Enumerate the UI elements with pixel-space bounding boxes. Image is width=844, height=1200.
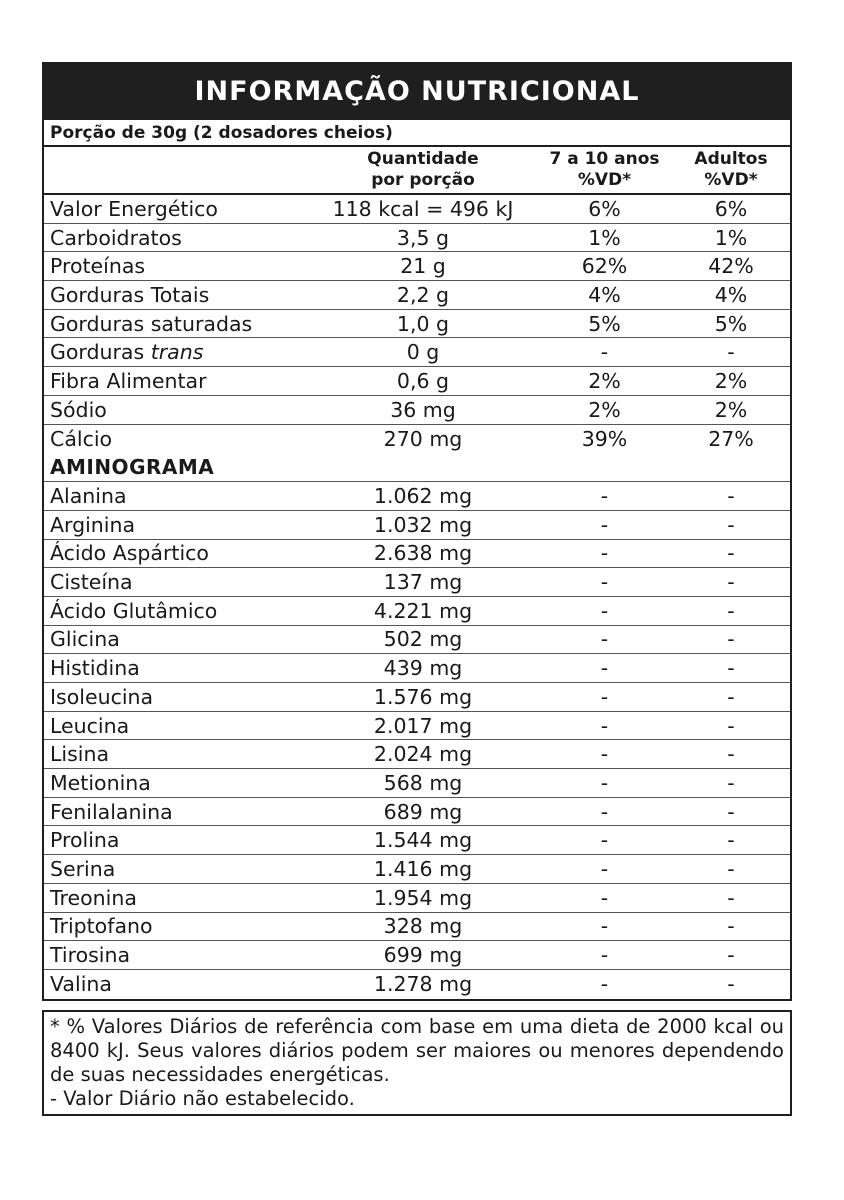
row-name bbox=[44, 800, 309, 824]
row-quantity: 328 mg bbox=[383, 914, 463, 939]
row-quantity: 1.062 mg bbox=[373, 484, 473, 509]
row-name-text: Histidina bbox=[50, 656, 140, 681]
row-name bbox=[44, 742, 309, 766]
row-quantity: 1.416 mg bbox=[373, 856, 473, 881]
row-kids-vd: - bbox=[600, 885, 609, 910]
amino-row bbox=[44, 913, 790, 942]
aminogram-title: AMINOGRAMA bbox=[44, 453, 790, 482]
row-kids-vd: - bbox=[600, 512, 609, 537]
row-adults-vd: 4% bbox=[714, 282, 748, 307]
label-title: INFORMAÇÃO NUTRICIONAL bbox=[42, 62, 792, 120]
row-kids-vd: - bbox=[600, 484, 609, 509]
amino-row bbox=[44, 540, 790, 569]
row-quantity: 689 mg bbox=[383, 799, 463, 824]
row-name bbox=[44, 656, 309, 680]
row-name-text: Valina bbox=[50, 972, 112, 997]
row-name bbox=[44, 914, 309, 938]
row-quantity: 0,6 g bbox=[396, 368, 450, 393]
row-kids-vd: - bbox=[600, 742, 609, 767]
row-name-text: Leucina bbox=[50, 713, 130, 738]
amino-row bbox=[44, 769, 790, 798]
row-quantity: 21 g bbox=[400, 254, 446, 279]
row-quantity: 502 mg bbox=[383, 627, 463, 652]
nutrient-row bbox=[44, 252, 790, 281]
amino-row bbox=[44, 511, 790, 540]
row-name bbox=[44, 312, 309, 336]
row-name-text: Gorduras saturadas bbox=[50, 311, 253, 336]
row-name-text: Proteínas bbox=[50, 254, 146, 279]
row-kids-vd: 2% bbox=[588, 368, 621, 393]
row-name-text: Gorduras bbox=[50, 340, 151, 365]
row-name bbox=[44, 570, 309, 594]
row-name-text: Prolina bbox=[50, 828, 120, 853]
row-kids-vd: 5% bbox=[588, 311, 621, 336]
row-adults-vd: - bbox=[727, 828, 735, 853]
row-name-text: Gorduras Totais bbox=[50, 282, 210, 307]
row-adults-vd: - bbox=[727, 713, 735, 738]
nutrition-label bbox=[42, 62, 792, 1116]
row-kids-vd: - bbox=[600, 713, 609, 738]
row-quantity: 36 mg bbox=[390, 397, 456, 422]
row-adults-vd: - bbox=[727, 340, 735, 365]
header-quantity bbox=[309, 147, 537, 193]
row-adults-vd: - bbox=[727, 799, 735, 824]
aminogram-rows bbox=[44, 482, 790, 998]
row-name bbox=[44, 427, 309, 451]
row-kids-vd: - bbox=[600, 943, 609, 968]
row-name bbox=[44, 541, 309, 565]
row-adults-vd: 1% bbox=[714, 225, 748, 250]
row-name-text: Treonina bbox=[50, 885, 137, 910]
row-kids-vd: - bbox=[600, 770, 609, 795]
header-kids-vd bbox=[537, 147, 672, 193]
amino-row bbox=[44, 597, 790, 626]
row-adults-vd: - bbox=[727, 541, 735, 566]
header-adults-vd bbox=[672, 147, 790, 193]
amino-row bbox=[44, 884, 790, 913]
row-quantity: 568 mg bbox=[383, 770, 463, 795]
row-adults-vd: - bbox=[727, 512, 735, 537]
row-quantity: 1.954 mg bbox=[373, 885, 473, 910]
row-adults-vd: - bbox=[727, 570, 735, 595]
header-kids-line2: %VD* bbox=[577, 170, 632, 190]
row-quantity: 439 mg bbox=[383, 656, 463, 681]
row-name bbox=[44, 283, 309, 307]
amino-row bbox=[44, 654, 790, 683]
row-adults-vd: 27% bbox=[708, 426, 754, 451]
row-name-text: Ácido Glutâmico bbox=[50, 598, 218, 623]
header-quantity-line1: Quantidade bbox=[367, 149, 479, 169]
amino-row bbox=[44, 482, 790, 511]
row-kids-vd: - bbox=[600, 656, 609, 681]
row-name bbox=[44, 771, 309, 795]
row-name bbox=[44, 599, 309, 623]
amino-row bbox=[44, 683, 790, 712]
row-quantity: 2.024 mg bbox=[373, 742, 473, 767]
row-kids-vd: 2% bbox=[588, 397, 621, 422]
row-name-text: Cisteína bbox=[50, 570, 133, 595]
amino-row bbox=[44, 826, 790, 855]
row-adults-vd: - bbox=[727, 484, 735, 509]
row-name-text: Sódio bbox=[50, 397, 107, 422]
row-name-text: Serina bbox=[50, 856, 116, 881]
row-name-text: Isoleucina bbox=[50, 684, 154, 709]
row-kids-vd: - bbox=[600, 541, 609, 566]
row-quantity: 1.278 mg bbox=[373, 972, 473, 997]
row-name-text: Fibra Alimentar bbox=[50, 368, 207, 393]
row-name-text: Triptofano bbox=[50, 914, 153, 939]
row-adults-vd: - bbox=[727, 943, 735, 968]
header-empty bbox=[44, 147, 309, 193]
header-kids-line1: 7 a 10 anos bbox=[549, 149, 660, 169]
amino-row bbox=[44, 740, 790, 769]
row-kids-vd: - bbox=[600, 570, 609, 595]
nutrient-rows bbox=[44, 195, 790, 453]
row-name-text: Carboidratos bbox=[50, 225, 182, 250]
row-name bbox=[44, 484, 309, 508]
row-quantity: 118 kcal = 496 kJ bbox=[332, 196, 514, 221]
row-name bbox=[44, 369, 309, 393]
nutrient-row bbox=[44, 338, 790, 367]
nutrient-row bbox=[44, 195, 790, 224]
row-adults-vd: 2% bbox=[714, 397, 748, 422]
row-name-text: Glicina bbox=[50, 627, 120, 652]
amino-row bbox=[44, 626, 790, 655]
row-name bbox=[44, 226, 309, 250]
row-kids-vd: 6% bbox=[588, 196, 621, 221]
row-name-text: Lisina bbox=[50, 742, 110, 767]
row-name bbox=[44, 398, 309, 422]
row-name-text: Cálcio bbox=[50, 426, 113, 451]
row-kids-vd: - bbox=[600, 627, 609, 652]
row-name bbox=[44, 714, 309, 738]
row-adults-vd: - bbox=[727, 627, 735, 652]
nutrient-row bbox=[44, 224, 790, 253]
footnote-not-established: - Valor Diário não estabelecido. bbox=[50, 1086, 355, 1110]
row-name bbox=[44, 943, 309, 967]
row-name bbox=[44, 254, 309, 278]
row-name bbox=[44, 828, 309, 852]
row-adults-vd: 42% bbox=[708, 254, 754, 279]
row-kids-vd: - bbox=[600, 598, 609, 623]
row-kids-vd: 62% bbox=[581, 254, 628, 279]
row-adults-vd: 2% bbox=[714, 368, 748, 393]
row-quantity: 4.221 mg bbox=[373, 598, 473, 623]
row-adults-vd: - bbox=[727, 598, 735, 623]
footnote-reference: * % Valores Diários de referência com base em uma dieta de 2000 kcal ou 8400 kJ. Seus valores diários podem ser maiores ou menores dependendo de suas necessidades energéticas. bbox=[50, 1014, 784, 1086]
row-adults-vd: - bbox=[727, 972, 735, 997]
row-adults-vd: - bbox=[727, 684, 735, 709]
row-adults-vd: - bbox=[727, 656, 735, 681]
row-quantity: 1.544 mg bbox=[373, 828, 473, 853]
nutrient-row bbox=[44, 310, 790, 339]
row-kids-vd: - bbox=[600, 856, 609, 881]
row-quantity: 270 mg bbox=[383, 426, 463, 451]
row-name bbox=[44, 886, 309, 910]
nutrient-row bbox=[44, 367, 790, 396]
nutrition-table bbox=[42, 120, 792, 1001]
nutrient-row bbox=[44, 396, 790, 425]
row-quantity: 2,2 g bbox=[396, 282, 450, 307]
row-name-text: Arginina bbox=[50, 512, 136, 537]
amino-row bbox=[44, 712, 790, 741]
row-adults-vd: - bbox=[727, 885, 735, 910]
row-name bbox=[44, 972, 309, 996]
row-kids-vd: - bbox=[600, 340, 609, 365]
amino-row bbox=[44, 941, 790, 970]
row-kids-vd: 4% bbox=[588, 282, 621, 307]
row-adults-vd: 6% bbox=[714, 196, 748, 221]
row-name-text: Metionina bbox=[50, 770, 151, 795]
row-name-text: Fenilalanina bbox=[50, 799, 173, 824]
amino-row bbox=[44, 970, 790, 999]
row-name-italic: trans bbox=[150, 340, 204, 365]
row-adults-vd: 5% bbox=[714, 311, 748, 336]
header-adults-line2: %VD* bbox=[704, 170, 758, 190]
row-quantity: 1.032 mg bbox=[373, 512, 473, 537]
amino-row bbox=[44, 855, 790, 884]
row-kids-vd: - bbox=[600, 914, 609, 939]
row-kids-vd: - bbox=[600, 828, 609, 853]
row-name bbox=[44, 340, 309, 364]
row-name-text: Tirosina bbox=[50, 943, 131, 968]
footnote bbox=[42, 1010, 792, 1116]
row-kids-vd: - bbox=[600, 972, 609, 997]
row-kids-vd: - bbox=[600, 799, 609, 824]
row-quantity: 0 g bbox=[406, 340, 440, 365]
row-name-text: Alanina bbox=[50, 484, 127, 509]
amino-row bbox=[44, 568, 790, 597]
row-quantity: 3,5 g bbox=[396, 225, 450, 250]
row-name-text: Valor Energético bbox=[50, 196, 218, 221]
row-name bbox=[44, 513, 309, 537]
row-quantity: 1.576 mg bbox=[373, 684, 473, 709]
row-quantity: 2.017 mg bbox=[373, 713, 473, 738]
row-kids-vd: - bbox=[600, 684, 609, 709]
row-quantity: 699 mg bbox=[383, 943, 463, 968]
row-name bbox=[44, 685, 309, 709]
row-name bbox=[44, 857, 309, 881]
row-name bbox=[44, 627, 309, 651]
nutrient-row bbox=[44, 281, 790, 310]
row-adults-vd: - bbox=[727, 856, 735, 881]
row-name bbox=[44, 197, 309, 221]
row-quantity: 1,0 g bbox=[396, 311, 450, 336]
row-quantity: 137 mg bbox=[383, 570, 463, 595]
amino-row bbox=[44, 798, 790, 827]
row-quantity: 2.638 mg bbox=[373, 541, 473, 566]
header-quantity-line2: por porção bbox=[371, 170, 475, 190]
portion-size: Porção de 30g (2 dosadores cheios) bbox=[44, 120, 790, 147]
row-adults-vd: - bbox=[727, 742, 735, 767]
row-adults-vd: - bbox=[727, 770, 735, 795]
row-adults-vd: - bbox=[727, 914, 735, 939]
row-kids-vd: 1% bbox=[588, 225, 621, 250]
row-kids-vd: 39% bbox=[581, 426, 628, 451]
table-header bbox=[44, 147, 790, 195]
nutrient-row bbox=[44, 425, 790, 454]
row-name-text: Ácido Aspártico bbox=[50, 541, 209, 566]
header-adults-line1: Adultos bbox=[694, 149, 768, 169]
